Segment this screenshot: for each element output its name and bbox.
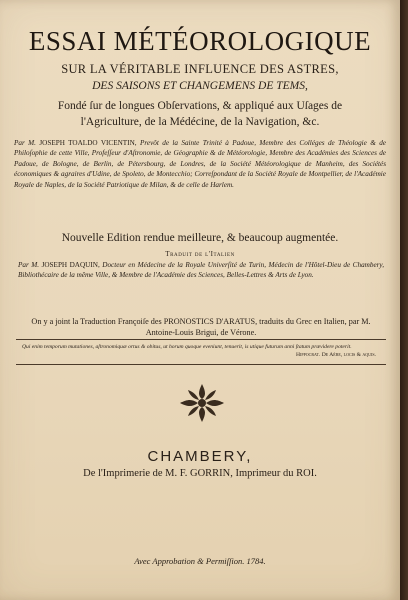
imprint-city: CHAMBERY, (147, 448, 253, 465)
author-block (14, 138, 386, 190)
translator-block (18, 260, 384, 281)
edition-note: Nouvelle Edition rendue meilleure, & beaucoup augmentée. (61, 232, 339, 244)
epigraph (22, 343, 382, 358)
epigraph-text: Qui enim temporum mutationes, aſtronomiquæ ortus & obitus, ut horum quoque eveniunt, tenuerit, is utique futurum anni ſtatum prævidere poterit. (22, 344, 352, 350)
description-line-1: Fondé ſur de longues Obſervations, & appliqué aux Uſages de (57, 100, 343, 112)
approbation-date: Avec Approbation & Permiſſion. 1784. (134, 556, 266, 566)
divider-top (16, 339, 386, 340)
aratus-note: On y a joint la Traduction Françoiſe des PRONOSTICS D'ARATUS, traduits du Grec en Italien, par M. Antoine-Louis Brigui, de Vérone. (31, 317, 371, 337)
author-name: JOSEPH TOALDO VICENTIN, (39, 139, 137, 147)
subtitle-line-1: SUR LA VÉRITABLE INFLUENCE DES ASTRES, (61, 62, 339, 76)
translator-details: Docteur en Médecine de la Royale Univerſité de Turin, Médecin de l'Hôtel-Dieu de Chambery, Bibliothécaire de la même Ville, & Membre de l'Académie des Sciences, Belles-Lettres & Arts de Lyon. (18, 261, 385, 280)
author-prefix: Par M. (14, 139, 36, 147)
subtitle-line-2: DES SAISONS ET CHANGEMENS DE TEMS, (92, 80, 308, 92)
book-edge (400, 0, 408, 600)
translator-name: JOSEPH DAQUIN, (41, 261, 100, 269)
description-line-2: l'Agriculture, de la Médécine, de la Navigation, &c. (80, 116, 320, 128)
printer-ornament-icon (170, 378, 234, 428)
translator-prefix: Par M. (18, 261, 40, 269)
book-title: ESSAI MÉTÉOROLOGIQUE (28, 26, 372, 56)
imprint-printer: De l'Imprimerie de M. F. GORRIN, Imprimeur du ROI. (83, 468, 317, 479)
epigraph-source: Hippocrat. De Aëre, locis & aquis. (295, 352, 376, 358)
author-details: Prevôt de la Sainte Trinité à Padoue, Membre des Colléges de Théologie & de Philoſophie de cette Ville, Profeſſeur d'Aſtronomie, de Géographie & de Météorologie, Membre des Académies des Sciences de Padoue, de Bologne, de Berlin, de Pétersbourg, de Londres, de la Société Météorologique de Manheim, des Sociétés économiques & agraires d'Udine, de Spoleto, de Montecchio; Correſpondant de la Société Royale de Montpellier, de l'Académie Royale de Naples, de la Société Patriotique de Milan, & de celle de Harlem. (14, 139, 386, 189)
translation-heading: Traduit de l'Italien (165, 250, 235, 258)
divider-bottom (16, 364, 386, 365)
